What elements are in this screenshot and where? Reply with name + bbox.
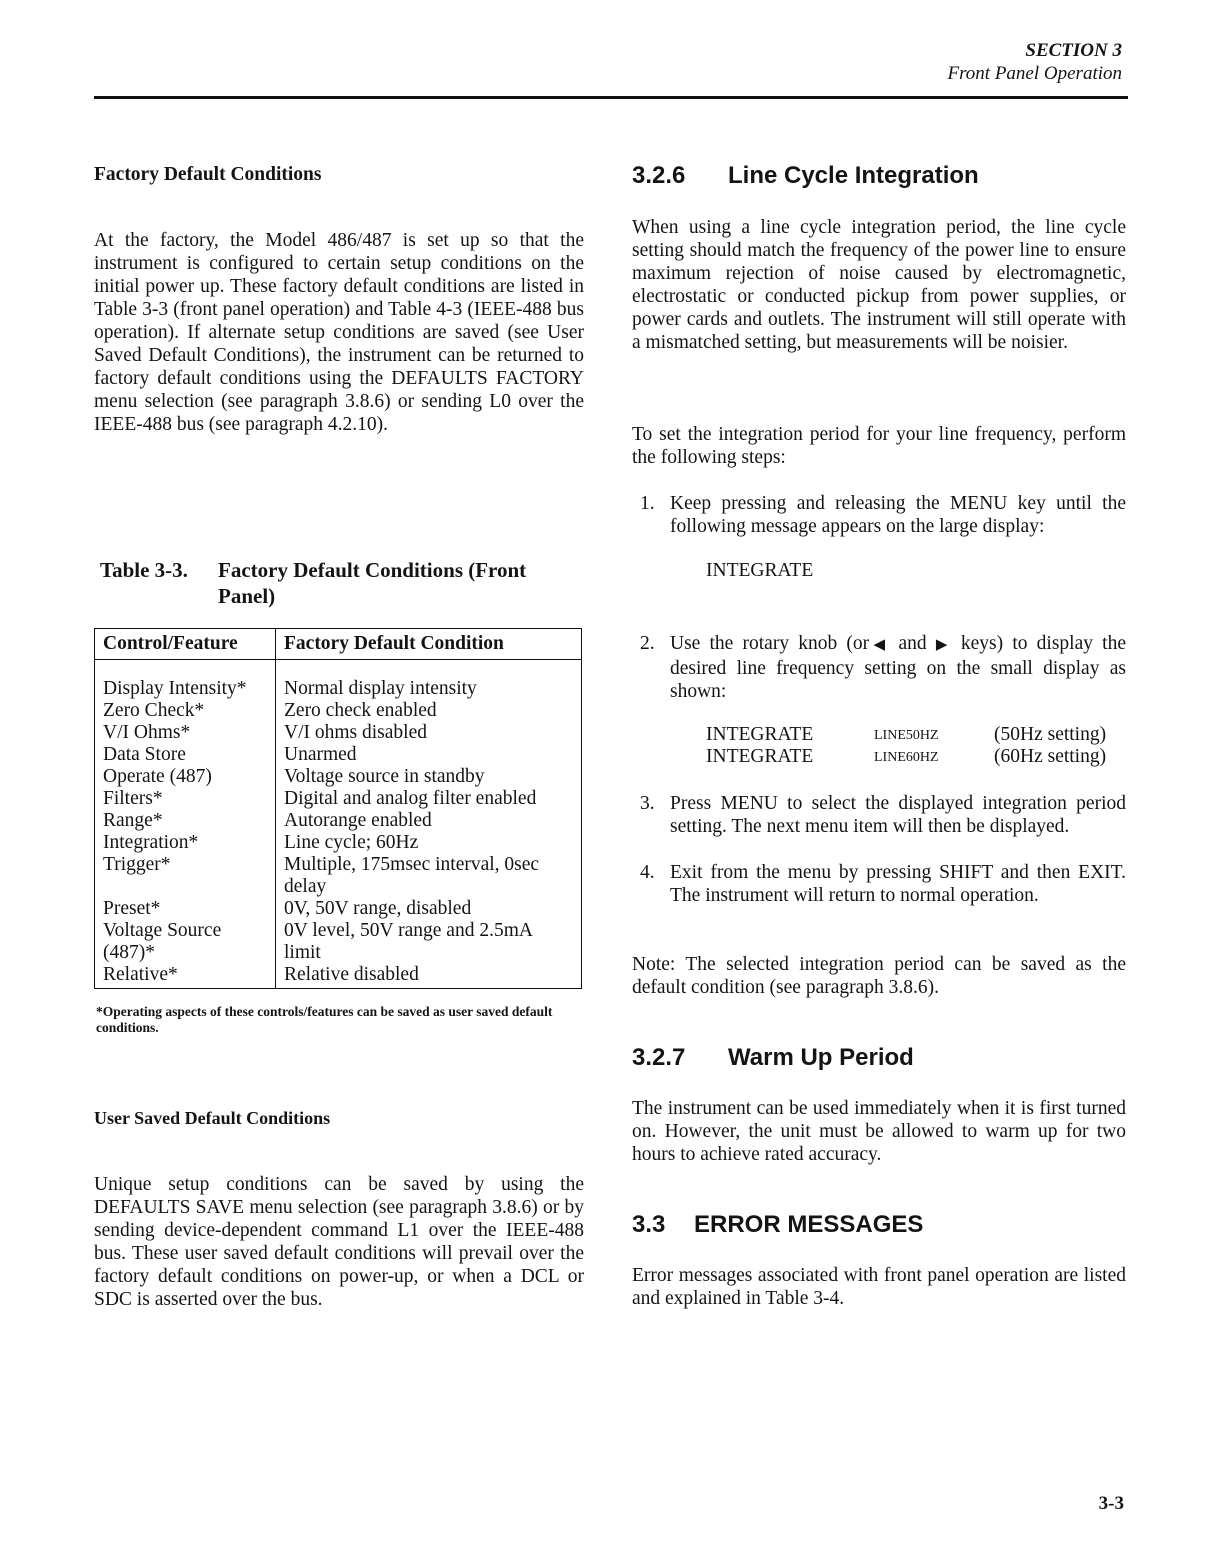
table-cell: Voltage Source (487)*	[95, 920, 276, 964]
section-number: 3.3	[632, 1211, 666, 1238]
table-caption-number: Table 3-3.	[100, 558, 188, 582]
user-saved-body: Unique setup conditions can be saved by using the DEFAULTS SAVE menu selection (see paragraph 3.8.6) or by sending device-dependent command L1 over the IEEE-488 bus. These user saved default conditions will prevail over the factory default conditions on power-up, or when a DCL or SDC is asserted over the bus.	[94, 1174, 584, 1310]
table-cell: Unarmed	[284, 744, 357, 765]
step-text-b: and	[898, 633, 927, 654]
warm-up-body: The instrument can be used immediately when it is first turned on. However, the unit must be allowed to warm up for two hours to achieve rated accuracy.	[632, 1098, 1126, 1165]
table-row	[95, 722, 582, 744]
table-row	[95, 832, 582, 854]
option-50hz-note: (50Hz setting)	[994, 724, 1107, 745]
step-3	[632, 792, 1126, 838]
table-cell: Multiple, 175msec interval, 0sec delay	[284, 854, 540, 897]
page-number: 3-3	[1098, 1493, 1124, 1514]
table-row	[95, 678, 582, 700]
step-text: Press MENU to select the displayed integration period setting. The next menu item will then be displayed.	[670, 793, 1126, 837]
table-row	[95, 766, 582, 788]
section-3-2-6-heading	[632, 162, 979, 190]
factory-defaults-heading: Factory Default Conditions	[94, 164, 322, 185]
table-spacer	[95, 660, 582, 679]
table-cell: Relative disabled	[284, 964, 419, 985]
table-row	[95, 744, 582, 766]
section-3-3-heading	[632, 1211, 923, 1239]
table-cell: Normal display intensity	[284, 678, 477, 699]
step-2	[632, 632, 1126, 703]
column-header-control: Control/Feature	[95, 629, 276, 660]
section-3-2-7-heading	[632, 1044, 914, 1072]
table-row	[95, 964, 582, 989]
step-4	[632, 861, 1126, 907]
table-cell: Line cycle; 60Hz	[284, 832, 419, 853]
error-messages-body: Error messages associated with front panel operation are listed and explained in Table 3-4.	[632, 1265, 1126, 1309]
header-rule	[94, 96, 1128, 99]
table-row	[95, 920, 582, 964]
table-cell: 0V level, 50V range and 2.5mA limit	[284, 920, 532, 963]
step-text-a: Use the rotary knob (or	[670, 633, 870, 654]
step-1	[632, 492, 1126, 538]
table-footnote: *Operating aspects of these controls/features can be saved as user saved default conditions.	[96, 1004, 553, 1035]
table-cell: Zero check enabled	[284, 700, 437, 721]
line-cycle-intro: When using a line cycle integration period, the line cycle setting should match the frequency of the power line to ensure maximum rejection of noise caused by electromagnetic, electrostatic or conducted pickup from power supplies, or power cards and outlets. The instrument will still operate with a mismatched setting, but measurements will be noisier.	[632, 217, 1126, 353]
column-header-default: Factory Default Condition	[276, 629, 582, 660]
section-number: 3.2.7	[632, 1044, 686, 1071]
factory-defaults-table	[94, 628, 582, 989]
section-number: 3.2.6	[632, 162, 686, 189]
table-cell: Voltage source in standby	[284, 766, 485, 787]
table-cell: V/I Ohms*	[95, 722, 276, 744]
section-title: Line Cycle Integration	[728, 162, 979, 189]
table-cell: Range*	[95, 810, 276, 832]
table-cell: Relative*	[95, 964, 276, 989]
option-50hz-large: INTEGRATE	[706, 724, 814, 745]
integration-note: Note: The selected integration period can be saved as the default condition (see paragraph 3.8.6).	[632, 954, 1126, 998]
table-row	[95, 854, 582, 898]
step-text: Keep pressing and releasing the MENU key until the following message appears on the large display:	[670, 493, 1126, 537]
table-cell: V/I ohms disabled	[284, 722, 427, 743]
option-60hz-large: INTEGRATE	[706, 746, 814, 767]
table-row	[95, 810, 582, 832]
left-arrow-icon: ◀	[869, 637, 890, 653]
step-number: 1.	[640, 493, 655, 514]
table-cell: Operate (487)	[95, 766, 276, 788]
step-text-c: keys) to display the desired line frequency setting on the small display as shown:	[670, 633, 1127, 702]
table-row	[95, 788, 582, 810]
step-number: 3.	[640, 793, 655, 814]
table-cell: Integration*	[95, 832, 276, 854]
section-title: ERROR MESSAGES	[694, 1211, 924, 1238]
option-50hz-small: LINE50HZ	[874, 728, 939, 743]
option-60hz-small: LINE60HZ	[874, 750, 939, 765]
table-cell: Display Intensity*	[95, 678, 276, 700]
table-row	[95, 898, 582, 920]
factory-defaults-body: At the factory, the Model 486/487 is set up so that the instrument is configured to certain setup conditions on the initial power up. These factory default conditions are listed in Table 3-3 (front panel operation) and Table 4-3 (IEEE-488 bus operation). If alternate setup conditions are saved (see User Saved Default Conditions), the instrument can be returned to factory default conditions using the DEFAULTS FACTORY menu selection (see paragraph 3.8.6) or sending L0 over the IEEE-488 bus (see paragraph 4.2.10).	[94, 230, 584, 435]
table-caption-text: Factory Default Conditions (Front Panel)	[218, 558, 527, 608]
table-cell: Trigger*	[95, 854, 276, 898]
table-cell: Zero Check*	[95, 700, 276, 722]
section-title: Warm Up Period	[728, 1044, 914, 1071]
section-label: SECTION 3	[1025, 40, 1122, 61]
table-cell: Autorange enabled	[284, 810, 432, 831]
table-cell: Preset*	[95, 898, 276, 920]
option-60hz-note: (60Hz setting)	[994, 746, 1107, 767]
section-subtitle: Front Panel Operation	[947, 63, 1122, 84]
table-cell: 0V, 50V range, disabled	[284, 898, 472, 919]
user-saved-heading: User Saved Default Conditions	[94, 1108, 331, 1128]
table-caption	[100, 557, 590, 609]
step-text: Exit from the menu by pressing SHIFT and then EXIT. The instrument will return to normal operation.	[670, 862, 1126, 906]
line-cycle-steps-intro: To set the integration period for your line frequency, perform the following steps:	[632, 424, 1126, 468]
display-integrate: INTEGRATE	[706, 560, 814, 581]
table-cell: Digital and analog filter enabled	[284, 788, 537, 809]
step-number: 4.	[640, 862, 655, 883]
table-row	[95, 700, 582, 722]
table-cell: Data Store	[95, 744, 276, 766]
right-arrow-icon: ▶	[935, 637, 952, 653]
step-number: 2.	[640, 633, 655, 654]
table-cell: Filters*	[95, 788, 276, 810]
table-header-row	[95, 629, 582, 660]
